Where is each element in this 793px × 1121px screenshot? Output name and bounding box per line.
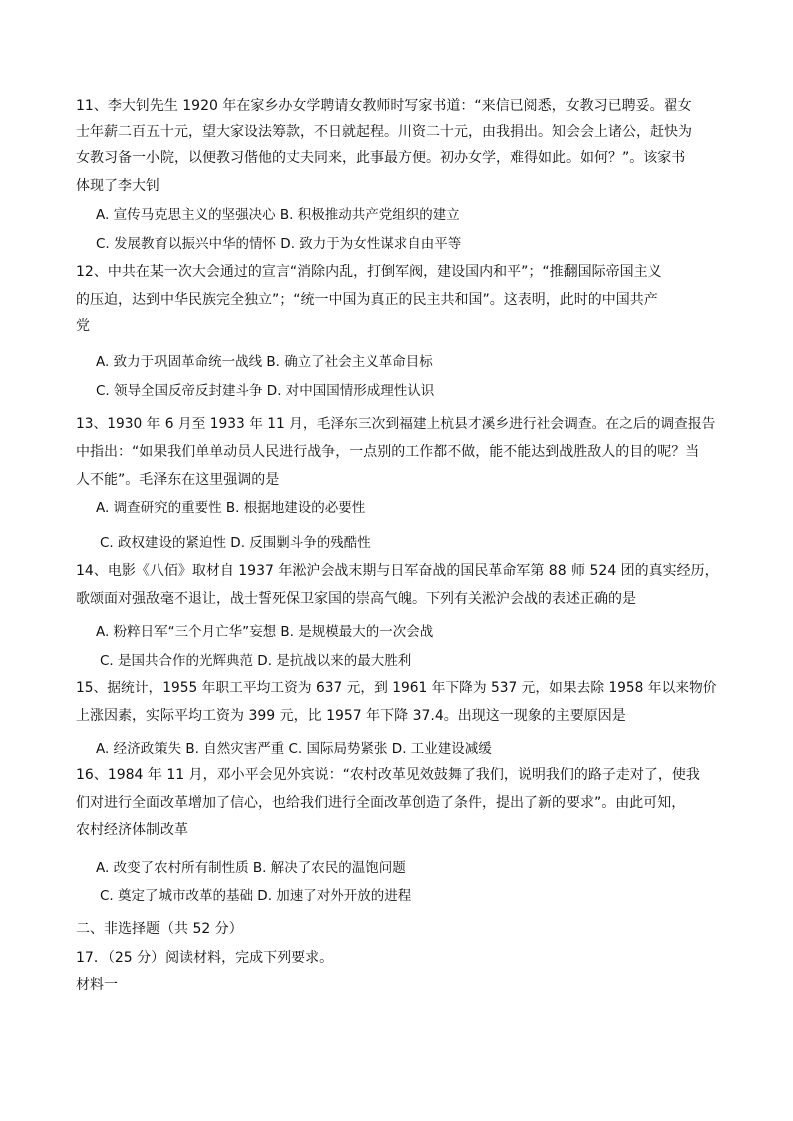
question-12-stem-line: 12、中共在某一次大会通过的宣言“消除内乱，打倒军阀，建设国内和平”；“推翻国际帝国主义 (76, 264, 662, 280)
question-12-options-cd: C. 领导全国反帝反封建斗争 D. 对中国国情形成理性认识 (96, 383, 435, 399)
question-13-options-cd: C. 政权建设的紧迫性 D. 反围剿斗争的残酷性 (100, 535, 371, 551)
question-11-options-cd: C. 发展教育以振兴中华的情怀 D. 致力于为女性谋求自由平等 (96, 236, 462, 252)
question-11-stem-line: 体现了李大钊 (76, 178, 160, 194)
question-12-stem-line: 党 (76, 318, 90, 334)
question-14-stem-line: 14、电影《八佰》取材自 1937 年淞沪会战末期与日军奋战的国民革命军第 88 师 524 团的真实经历， (76, 563, 719, 579)
material-1-label: 材料一 (76, 977, 118, 993)
question-11-stem-line: 士年薪二百五十元，望大家设法筹款，不日就起程。川资二十元，由我捐出。知会会上诸公，赶快为 (76, 124, 692, 140)
question-13-options-ab: A. 调查研究的重要性 B. 根据地建设的必要性 (96, 500, 366, 516)
question-11-stem-line: 11、李大钊先生 1920 年在家乡办女学聘请女教师时写家书道：“来信已阅悉，女教习已聘妥。翟女 (76, 98, 692, 114)
section-2-heading: 二、非选择题（共 52 分） (76, 921, 243, 937)
question-13-stem-line: 中指出：“如果我们单单动员人民进行战争，一点别的工作都不做，能不能达到战胜敌人的目的呢？当 (76, 444, 700, 460)
question-14-stem-line: 歌颂面对强敌毫不退让，战士誓死保卫家国的崇高气魄。下列有关淞沪会战的表述正确的是 (76, 591, 636, 607)
question-12-options-ab: A. 致力于巩固革命统一战线 B. 确立了社会主义革命目标 (96, 354, 433, 370)
question-15-options: A. 经济政策失 B. 自然灾害严重 C. 国际局势紧张 D. 工业建设减缓 (96, 741, 492, 757)
question-11-stem-line: 女教习备一小院，以便教习偕他的丈夫同来，此事最方便。初办女学，难得如此。如何？”。该家书 (76, 150, 686, 166)
question-17-stem: 17．（25 分）阅读材料，完成下列要求。 (76, 950, 334, 966)
question-15-stem-line: 15、据统计，1955 年职工平均工资为 637 元，到 1961 年下降为 537 元，如果去除 1958 年以来物价 (76, 680, 717, 696)
question-13-stem-line: 13、1930 年 6 月至 1933 年 11 月，毛泽东三次到福建上杭县才溪乡进行社会调查。在之后的调查报告 (76, 416, 716, 432)
question-11-options-ab: A. 宣传马克思主义的坚强决心 B. 积极推动共产党组织的建立 (96, 207, 460, 223)
question-13-stem-line: 人不能”。毛泽东在这里强调的是 (76, 472, 280, 488)
question-14-options-ab: A. 粉粹日军“三个月亡华”妄想 B. 是规模最大的一次会战 (96, 624, 434, 640)
question-16-stem-line: 农村经济体制改革 (76, 822, 188, 838)
question-15-stem-line: 上涨因素，实际平均工资为 399 元，比 1957 年下降 37.4。出现这一现象的主要原因是 (76, 708, 626, 724)
question-16-stem-line: 16、1984 年 11 月，邓小平会见外宾说：“农村改革见效鼓舞了我们，说明我们的路子走对了，使我 (76, 767, 700, 783)
question-16-options-ab: A. 改变了农村所有制性质 B. 解决了农民的温饱问题 (96, 860, 406, 876)
question-14-options-cd: C. 是国共合作的光辉典范 D. 是抗战以来的最大胜利 (100, 653, 412, 669)
question-16-stem-line: 们对进行全面改革增加了信心，也给我们进行全面改革创造了条件，提出了新的要求”。由此可知， (76, 795, 686, 811)
question-16-options-cd: C. 奠定了城市改革的基础 D. 加速了对外开放的进程 (100, 888, 412, 904)
question-12-stem-line: 的压迫，达到中华民族完全独立”；“统一中国为真正的民主共和国”。这表明，此时的中国共产 (76, 292, 658, 308)
